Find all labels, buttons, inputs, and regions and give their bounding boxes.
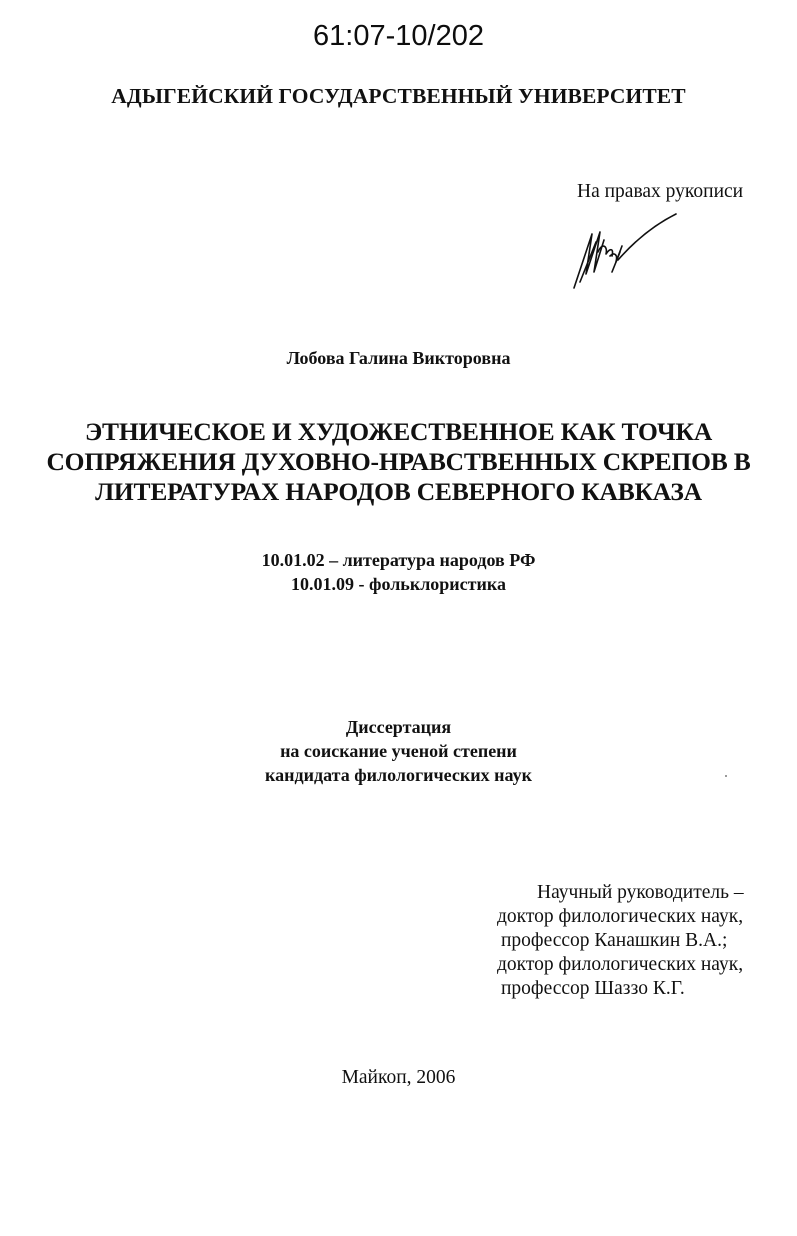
supervisor-line: доктор филологических наук, bbox=[497, 906, 744, 927]
specialty-line: 10.01.09 - фольклористика bbox=[291, 574, 506, 594]
degree-statement bbox=[0, 715, 797, 787]
scan-speck bbox=[725, 775, 727, 777]
archive-code: 61:07-10/202 bbox=[313, 20, 484, 52]
author-name: Лобова Галина Викторовна bbox=[286, 348, 511, 368]
title-line: СОПРЯЖЕНИЯ ДУХОВНО-НРАВСТВЕННЫХ СКРЕПОВ В bbox=[46, 447, 751, 476]
university-name: АДЫГЕЙСКИЙ ГОСУДАРСТВЕННЫЙ УНИВЕРСИТЕТ bbox=[111, 84, 686, 108]
supervisor-line: профессор Шаззо К.Г. bbox=[501, 978, 685, 999]
title-line: ЛИТЕРАТУРАХ НАРОДОВ СЕВЕРНОГО КАВКАЗА bbox=[95, 477, 702, 506]
signature-icon bbox=[570, 212, 680, 290]
specialty-codes bbox=[0, 548, 797, 596]
supervisor-block bbox=[497, 881, 744, 1001]
specialty-line: 10.01.02 – литература народов РФ bbox=[261, 550, 536, 570]
supervisor-line: профессор Канашкин В.А.; bbox=[501, 930, 728, 951]
dissertation-title bbox=[0, 417, 797, 507]
degree-line: кандидата филологических наук bbox=[265, 765, 532, 785]
title-line: ЭТНИЧЕСКОЕ И ХУДОЖЕСТВЕННОЕ КАК ТОЧКА bbox=[84, 417, 713, 446]
supervisor-line: доктор филологических наук, bbox=[497, 954, 744, 975]
city-year: Майкоп, 2006 bbox=[341, 1067, 456, 1088]
degree-line: на соискание ученой степени bbox=[280, 741, 517, 761]
supervisor-line: Научный руководитель – bbox=[537, 882, 744, 903]
degree-line: Диссертация bbox=[345, 717, 452, 737]
manuscript-rights-note: На правах рукописи bbox=[577, 181, 744, 202]
